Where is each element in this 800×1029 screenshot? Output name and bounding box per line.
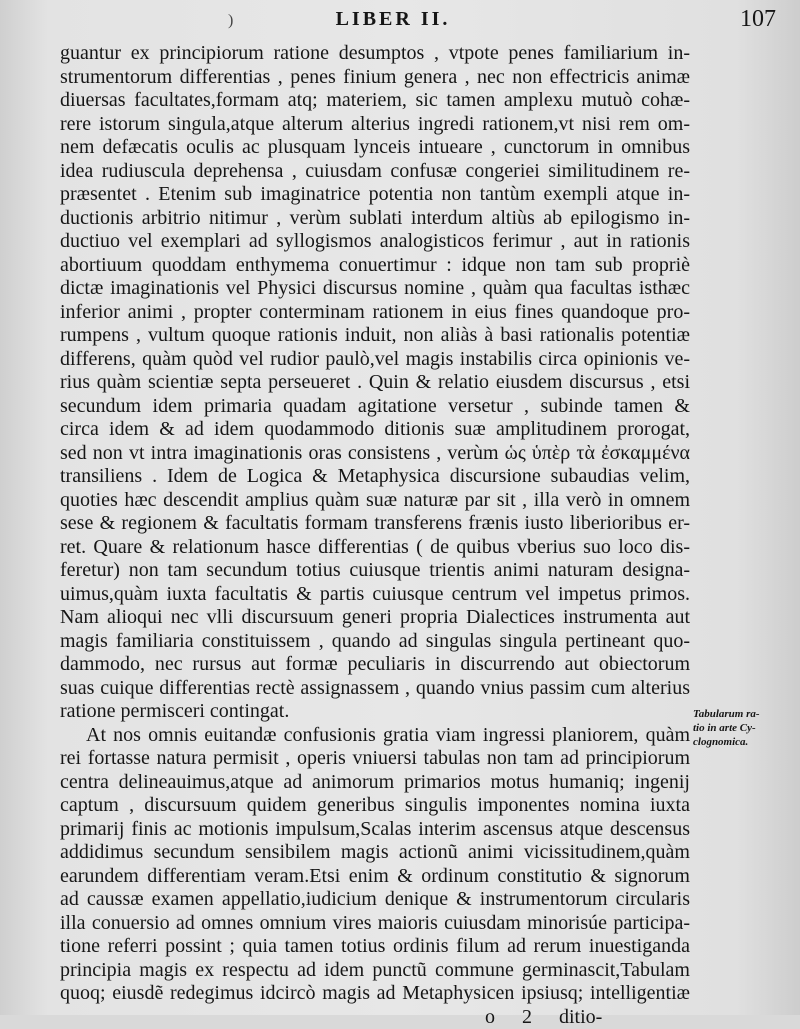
text-line: addidimus secundum sensibilem magis actionũ animi vicissitudinem,quàm (60, 841, 690, 865)
text-line: rei fortasse natura permisit , operis vniuersi tabulas non tam ad principiorum (60, 747, 690, 771)
text-line: ad caussæ examen appellatio,iudicium denique & instrumentorum circularis (60, 888, 690, 912)
text-line: dammodo, nec rursus aut formæ peculiaris in discurrendo aut obiectorum (60, 653, 690, 677)
text-line: nem defæcatis oculis ac plusquam lynceis intueare , cunctorum in omnibus (60, 136, 690, 160)
text-line: primarij finis ac motionis impulsum,Scalas interim ascensus atque descensus (60, 818, 690, 842)
margin-note-line: tio in arte Cy- (693, 721, 797, 735)
text-line: ret. Quare & relationum hasce differentias ( de quibus vberius suo loco dis- (60, 536, 690, 560)
text-line: captum , discursuum quidem generibus singulis imponentes nomina iuxta (60, 794, 690, 818)
text-line: circa idem & ad idem quodammodo ditionis suæ amplitudinem prorogat, (60, 418, 690, 442)
text-line: strumentorum differentias , penes finium genera , nec non effectricis animæ (60, 66, 690, 90)
text-line: rumpens , vultum quoque rationis induit, non aliàs à basi rationalis potentiæ (60, 324, 690, 348)
text-line: tione referri possint ; quia tamen totius ordinis filum ad rerum inuestiganda (60, 935, 690, 959)
text-line: feretur) non tam secundum totius cuiusque trientis animi naturam designa- (60, 559, 690, 583)
text-line: At nos omnis euitandæ confusionis gratia viam ingressi planiorem, quàm (60, 724, 690, 748)
page-header (0, 8, 800, 38)
text-line: principia magis ex respectu ad idem punctũ commune germinascit,Tabulam (60, 959, 690, 983)
text-line: Nam alioqui nec vlli discursuum generi propria Dialectices instrumenta aut (60, 606, 690, 630)
text-line: ratione permisceri contingat. (60, 700, 690, 724)
margin-note-line: clognomica. (693, 735, 797, 749)
paragraph-1 (60, 42, 690, 724)
text-line: diuersas facultates,formam atq; materiem, sic tamen amplexu mutuò cohæ- (60, 89, 690, 113)
text-line: earundem differentiam veram.Etsi enim & ordinum constitutio & signorum (60, 865, 690, 889)
catchline (60, 1006, 690, 1029)
text-line: differens, quàm quòd vel rudior paulò,vel magis instabilis circa opinionis ve- (60, 348, 690, 372)
text-line: guantur ex principiorum ratione desumptos , vtpote penes familiarium in- (60, 42, 690, 66)
text-line: secundum idem primaria quadam agitatione versetur , subinde tamen & (60, 395, 690, 419)
text-line: magis familiaria constituissem , quando ad singulas singula pertineant quo- (60, 630, 690, 654)
text-line: præsentet . Etenim sub imaginatrice potentia non tantùm exempli atque in- (60, 183, 690, 207)
text-line: centra delineauimus,atque ad animorum primarios motus humaniq; ingenij (60, 771, 690, 795)
signature-mark: o 2 (485, 1006, 532, 1028)
page-number: 107 (740, 6, 776, 33)
header-left-mark: ) (228, 12, 233, 30)
text-line: rius quàm scientiæ septa perseueret . Quin & relatio eiusdem discursus , etsi (60, 371, 690, 395)
margin-note-line: Tabularum ra- (693, 707, 797, 721)
text-line: sed non vt intra imaginationis oras consistens , verùm ὡς ὑπὲρ τὰ ἐσκαμμένα (60, 442, 690, 466)
text-line: ductiuo vel exemplari ad syllogismos analogisticos ferimur , aut in rationis (60, 230, 690, 254)
text-line: transiliens . Idem de Logica & Metaphysica discursione subaudias velim, (60, 465, 690, 489)
running-head: LIBER II. (318, 8, 468, 31)
text-line: idea rudiuscula deprehensa , cuiusdam confusæ congeriei similitudinem re- (60, 160, 690, 184)
text-line: dictæ imaginationis vel Physici discursus nomine , quàm qua facultas isthæc (60, 277, 690, 301)
catchword: ditio- (559, 1006, 602, 1028)
paragraph-2 (60, 724, 690, 1006)
margin-note (693, 707, 797, 749)
text-line: illa conuersio ad omnes omnium vires maioris cuiusdam minorisúe participa- (60, 912, 690, 936)
text-line: suas cuique differentias rectè assignassem , quando vnius passim cum alterius (60, 677, 690, 701)
text-line: abortiuum quoddam enthymema conuertimur : idque non tam sub propriè (60, 254, 690, 278)
text-line: quoties hæc descendit amplius quàm suæ naturæ par sit , illa verò in omnem (60, 489, 690, 513)
text-line: uimus,quàm iuxta facultatis & partis cuiusque centrum vel impetus primos. (60, 583, 690, 607)
text-line: ductionis arbitrio nitimur , verùm sublati interdum altiùs ab epilogismo in- (60, 207, 690, 231)
text-line: rere istorum singula,atque alterum alterius ingredi rationem,vt nisi rem om- (60, 113, 690, 137)
text-line: quoq; eiusdẽ redegimus idcircò magis ad Metaphysicen ipsiusq; intelligentiæ (60, 982, 690, 1006)
text-line: inferior animi , propter conterminam rationem in eius fines quandoque pro- (60, 301, 690, 325)
text-line: sese & regionem & facultatis formam transferens frænis iusto liberioribus er- (60, 512, 690, 536)
body-text (60, 42, 690, 1029)
